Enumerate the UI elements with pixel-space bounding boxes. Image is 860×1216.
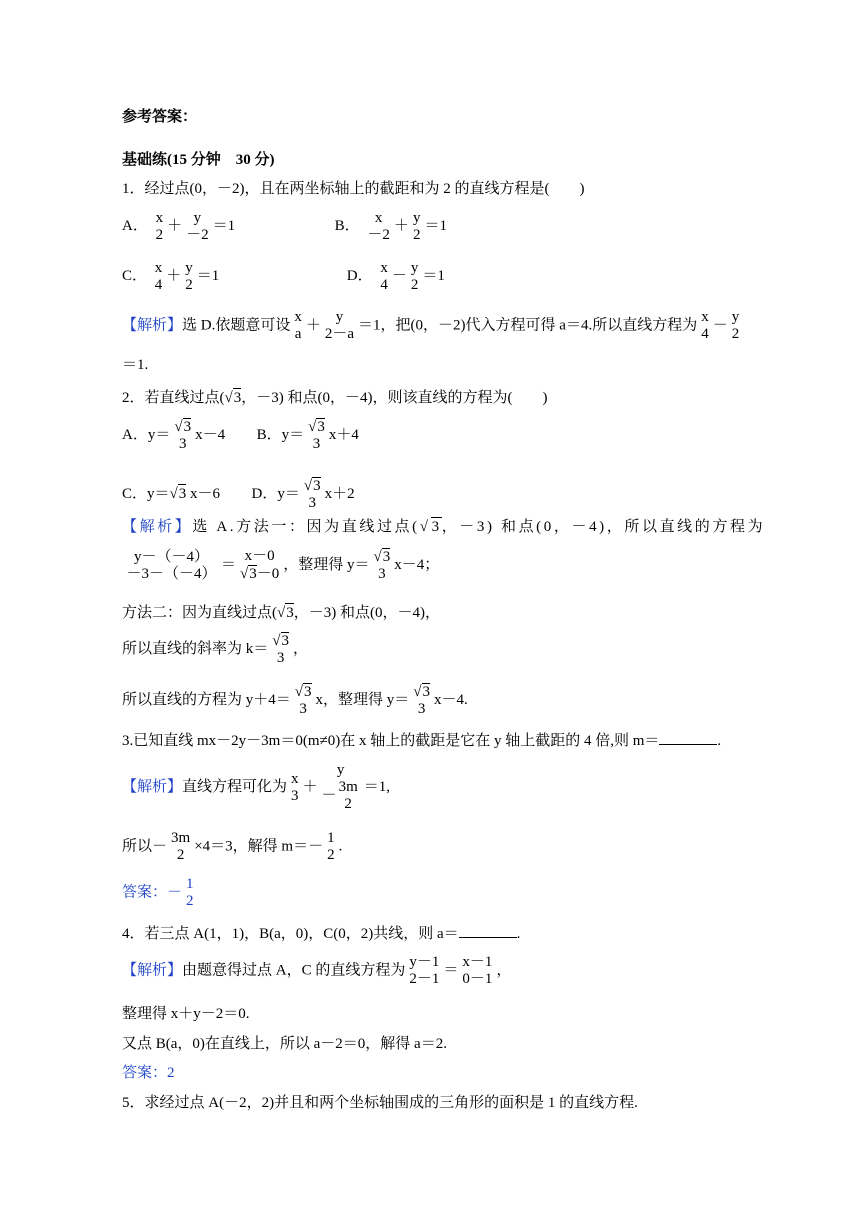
fraction: y 2 bbox=[185, 260, 193, 293]
fraction: y 2－a bbox=[324, 309, 355, 342]
q4-answer: 答案：2 bbox=[122, 1065, 175, 1081]
fraction: √3 3 bbox=[308, 419, 325, 452]
q1-option-d: D． x 4 － y 2 ＝1 bbox=[346, 260, 445, 293]
fraction: √3 3 bbox=[272, 633, 289, 666]
q2-stem: 2．若直线过点(√3，－3) 和点(0，－4)，则该直线的方程为( ) bbox=[122, 390, 548, 406]
q4-stem: 4．若三点 A(1，1)，B(a，0)，C(0，2)共线，则 a＝ . bbox=[122, 926, 521, 942]
fraction: √3 3 bbox=[294, 684, 312, 717]
fraction: y－（－4） －3－（－4） bbox=[126, 548, 217, 582]
analysis-tag: 【解析】 bbox=[122, 778, 183, 795]
q1-stem: 1．经过点(0，－2)，且在两坐标轴上的截距和为 2 的直线方程是( ) bbox=[122, 181, 585, 197]
fraction: y －2 bbox=[186, 210, 209, 243]
answer-blank bbox=[659, 744, 717, 745]
q2-option-a: A．y＝ √3 3 x－4 bbox=[122, 419, 226, 452]
sqrt-sign: √3 bbox=[224, 390, 242, 406]
option-label: B． bbox=[334, 218, 360, 235]
q2-option-b: B．y＝ √3 3 x＋4 bbox=[256, 419, 359, 452]
q1-option-c: C． x 4 ＋ y 2 ＝1 bbox=[122, 260, 220, 293]
fraction: x－1 0－1 bbox=[462, 954, 493, 987]
fraction: √3 3 bbox=[303, 478, 321, 511]
fraction: x 4 bbox=[154, 260, 163, 293]
fraction: x 3 bbox=[291, 770, 299, 804]
q3-stem: 3.已知直线 mx－2y－3m＝0(m≠0)在 x 轴上的截距是它在 y 轴上截距的 4 倍,则 m＝ . bbox=[122, 733, 722, 749]
q2-solution: 【解析】选 A.方法一：因为直线过点(√3，－3) 和点(0，－4)，所以直线的方程为 bbox=[122, 519, 766, 535]
q3-solution: 【解析】直线方程可化为 x 3 ＋ y － 3m 2 ＝1, bbox=[122, 762, 390, 812]
q4-solution: 【解析】由题意得过点 A，C 的直线方程为 y－1 2－1 ＝ x－1 0－1 ， bbox=[122, 954, 512, 987]
fraction: x a bbox=[294, 309, 302, 342]
q2-options-cd bbox=[122, 477, 355, 512]
section-title-text: 基础练(15 分钟 30 分) bbox=[122, 152, 275, 168]
fraction: x 4 bbox=[380, 260, 388, 293]
q3-solution-2: 所以－ 3m 2 ×4＝3，解得 m＝－ 1 2 . bbox=[122, 830, 343, 863]
q4-line-3: 又点 B(a，0)在直线上，所以 a－2＝0，解得 a＝2. bbox=[122, 1036, 447, 1052]
q2-line-equation: 所以直线的方程为 y＋4＝ √3 3 x，整理得 y＝ √3 3 x－4. bbox=[122, 684, 468, 717]
fraction: y 2 bbox=[410, 260, 419, 293]
answer-header: 参考答案： bbox=[122, 109, 198, 125]
fraction: 1 2 bbox=[186, 876, 194, 909]
fraction: y 2 bbox=[412, 210, 421, 243]
q2-equation-1: y－（－4） －3－（－4） ＝ x－0 √3－0 ，整理得 y＝ √3 3 x－4； bbox=[122, 548, 439, 583]
fraction: x －2 bbox=[367, 210, 390, 243]
section-title bbox=[122, 151, 275, 169]
option-label: A． bbox=[122, 218, 148, 235]
fraction: √3 3 bbox=[413, 684, 430, 717]
fraction: 1 2 bbox=[327, 830, 335, 863]
fraction: y 2 bbox=[731, 309, 740, 342]
analysis-tag: 【解析】 bbox=[122, 317, 183, 334]
fraction: 3m 2 bbox=[171, 830, 191, 863]
analysis-tag: 【解析】 bbox=[122, 962, 183, 979]
fraction: x 4 bbox=[701, 309, 709, 342]
fraction: x 2 bbox=[155, 210, 164, 243]
q3-answer: 答案：－ 1 2 bbox=[122, 876, 194, 909]
q1-option-a: A． x 2 ＋ y －2 ＝1 bbox=[122, 210, 236, 243]
q1-options-cd bbox=[122, 260, 445, 294]
analysis-tag: 【解析】 bbox=[122, 519, 193, 535]
q1-options-ab bbox=[122, 210, 447, 244]
q2-option-c: C．y＝√3 x－6 bbox=[122, 485, 221, 502]
q5-stem: 5．求经过点 A(－2，2)并且和两个坐标轴围成的三角形的面积是 1 的直线方程. bbox=[122, 1095, 638, 1111]
option-label: D． bbox=[346, 268, 373, 285]
q2-method2: 方法二：因为直线过点(√3，－3) 和点(0，－4)， bbox=[122, 605, 441, 621]
fraction: √3 3 bbox=[373, 549, 391, 582]
q1-solution: 【解析】选 D.依题意可设 x a ＋ y 2－a ＝1，把(0，－2)代入方程可得 a＝4.所以直线方程为 x 4 － y 2 bbox=[122, 309, 740, 342]
fraction: √3 3 bbox=[174, 419, 192, 452]
q1-option-b: B． x －2 ＋ y 2 ＝1 bbox=[334, 210, 447, 243]
fraction: y － 3m 2 bbox=[321, 762, 358, 812]
q2-option-d: D．y＝ √3 3 x＋2 bbox=[251, 478, 355, 511]
q2-slope: 所以直线的斜率为 k＝ √3 3 ， bbox=[122, 633, 309, 666]
q1-solution-end: ＝1. bbox=[122, 357, 149, 373]
q2-options-ab bbox=[122, 418, 359, 453]
fraction: y－1 2－1 bbox=[409, 954, 440, 987]
answer-blank bbox=[459, 937, 517, 938]
option-label: C． bbox=[122, 268, 148, 285]
fraction: x－0 √3－0 bbox=[240, 548, 280, 582]
q4-line-2: 整理得 x＋y－2＝0. bbox=[122, 1006, 250, 1022]
